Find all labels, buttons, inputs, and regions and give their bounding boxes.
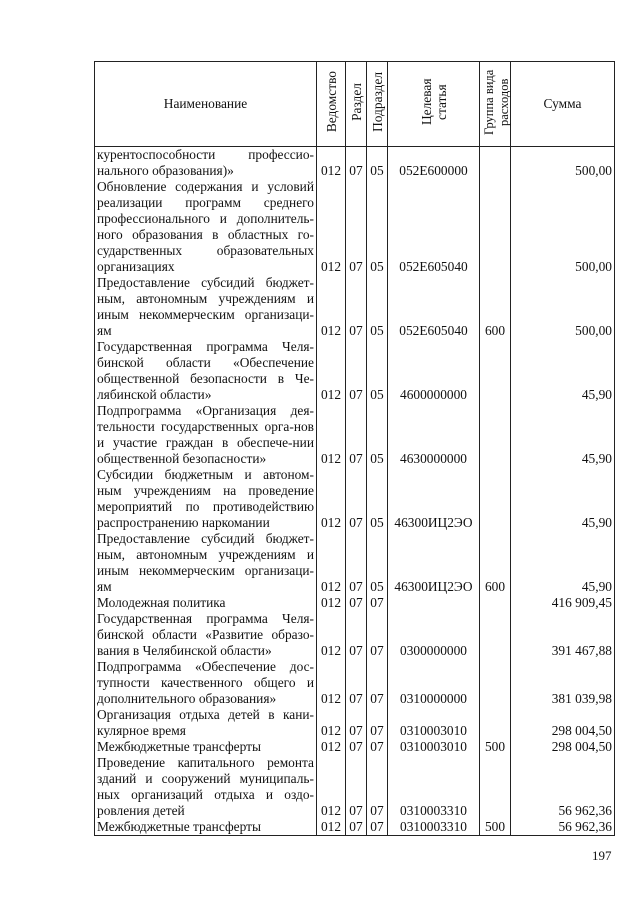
table-row [95, 403, 615, 467]
row-target-article: 0310000000 [388, 659, 480, 707]
row-target-article: 0310003310 [388, 819, 480, 836]
row-amount: 298 004,50 [511, 739, 615, 755]
row-subsection: 05 [367, 531, 388, 595]
row-amount: 56 962,36 [511, 755, 615, 819]
table-row [95, 531, 615, 595]
row-expense-group: 600 [480, 531, 511, 595]
row-name: Молодежная политика [95, 595, 317, 611]
row-department: 012 [317, 611, 346, 659]
row-section: 07 [346, 819, 367, 836]
row-department: 012 [317, 339, 346, 403]
row-section: 07 [346, 147, 367, 180]
table-row [95, 819, 615, 836]
row-subsection: 07 [367, 739, 388, 755]
header-subsection: Подраздел [367, 62, 388, 147]
table-row [95, 467, 615, 531]
row-name: Субсидии бюджетным и автоном-ным учреждениям на проведение мероприятий по противодействию распространению наркомании [95, 467, 317, 531]
row-target-article: 4600000000 [388, 339, 480, 403]
row-department: 012 [317, 403, 346, 467]
row-department: 012 [317, 819, 346, 836]
table-row [95, 659, 615, 707]
row-amount: 45,90 [511, 531, 615, 595]
row-target-article: 0310003010 [388, 707, 480, 739]
row-subsection: 07 [367, 595, 388, 611]
row-target-article: 0310003010 [388, 739, 480, 755]
table-row [95, 147, 615, 180]
row-expense-group [480, 467, 511, 531]
table-row [95, 595, 615, 611]
row-expense-group [480, 755, 511, 819]
row-subsection: 07 [367, 819, 388, 836]
row-name: Предоставление субсидий бюджет-ным, автономным учреждениям и иным некоммерческим организаци-ям [95, 275, 317, 339]
budget-table [94, 61, 615, 836]
row-section: 07 [346, 755, 367, 819]
row-name: Организация отдыха детей в кани-кулярное время [95, 707, 317, 739]
row-target-article: 46300ИЦ2ЭО [388, 531, 480, 595]
row-subsection: 07 [367, 659, 388, 707]
row-department: 012 [317, 739, 346, 755]
header-name: Наименование [95, 62, 317, 147]
table-header-row [95, 62, 615, 147]
row-name: Подпрограмма «Организация дея-тельности государственных орга-нов и участие граждан в обеспече-нии общественной безопасности» [95, 403, 317, 467]
row-expense-group [480, 403, 511, 467]
row-name: Подпрограмма «Обеспечение дос-тупности качественного общего и дополнительного образования» [95, 659, 317, 707]
row-section: 07 [346, 739, 367, 755]
row-expense-group [480, 659, 511, 707]
row-department: 012 [317, 467, 346, 531]
row-amount: 416 909,45 [511, 595, 615, 611]
row-expense-group [480, 707, 511, 739]
row-subsection: 07 [367, 611, 388, 659]
header-section: Раздел [346, 62, 367, 147]
row-section: 07 [346, 707, 367, 739]
row-expense-group: 500 [480, 739, 511, 755]
row-subsection: 05 [367, 275, 388, 339]
row-amount: 500,00 [511, 275, 615, 339]
row-department: 012 [317, 659, 346, 707]
row-amount: 45,90 [511, 339, 615, 403]
header-department: Ведомство [317, 62, 346, 147]
row-subsection: 05 [367, 467, 388, 531]
row-section: 07 [346, 275, 367, 339]
row-target-article [388, 595, 480, 611]
row-section: 07 [346, 339, 367, 403]
row-target-article: 4630000000 [388, 403, 480, 467]
row-amount: 391 467,88 [511, 611, 615, 659]
table-row [95, 611, 615, 659]
table-row [95, 739, 615, 755]
row-target-article: 052Е600000 [388, 147, 480, 180]
row-subsection: 07 [367, 707, 388, 739]
row-department: 012 [317, 275, 346, 339]
row-expense-group [480, 179, 511, 275]
header-amount: Сумма [511, 62, 615, 147]
row-section: 07 [346, 531, 367, 595]
row-target-article: 46300ИЦ2ЭО [388, 467, 480, 531]
row-name: Проведение капитального ремонта зданий и сооружений муниципаль-ных организаций отдыха и оздо-ровления детей [95, 755, 317, 819]
row-name: Обновление содержания и условий реализации программ среднего профессионального и дополнитель-ного образования в областных го-сударственных образовательных организациях [95, 179, 317, 275]
row-amount: 56 962,36 [511, 819, 615, 836]
row-department: 012 [317, 179, 346, 275]
row-subsection: 05 [367, 147, 388, 180]
table-row [95, 339, 615, 403]
page-number: 197 [592, 848, 612, 863]
row-section: 07 [346, 403, 367, 467]
row-department: 012 [317, 147, 346, 180]
table-row [95, 707, 615, 739]
row-expense-group: 500 [480, 819, 511, 836]
row-amount: 500,00 [511, 179, 615, 275]
row-section: 07 [346, 611, 367, 659]
row-name: Государственная программа Челя-бинской области «Развитие образо-вания в Челябинской области» [95, 611, 317, 659]
row-expense-group [480, 147, 511, 180]
row-section: 07 [346, 179, 367, 275]
row-amount: 45,90 [511, 403, 615, 467]
table-row [95, 275, 615, 339]
row-name: Государственная программа Челя-бинской области «Обеспечение общественной безопасности в Че-лябинской области» [95, 339, 317, 403]
row-section: 07 [346, 467, 367, 531]
row-section: 07 [346, 659, 367, 707]
row-department: 012 [317, 707, 346, 739]
row-target-article: 0300000000 [388, 611, 480, 659]
header-expense-group: Группа вида расходов [480, 62, 511, 147]
row-subsection: 07 [367, 755, 388, 819]
row-department: 012 [317, 755, 346, 819]
row-amount: 381 039,98 [511, 659, 615, 707]
table-body [95, 147, 615, 836]
row-department: 012 [317, 531, 346, 595]
row-expense-group [480, 339, 511, 403]
row-amount: 298 004,50 [511, 707, 615, 739]
row-amount: 45,90 [511, 467, 615, 531]
row-subsection: 05 [367, 339, 388, 403]
row-name: Межбюджетные трансферты [95, 819, 317, 836]
row-name: курентоспособности профессио-нального образования)» [95, 147, 317, 180]
row-department: 012 [317, 595, 346, 611]
header-target-article: Целевая статья [388, 62, 480, 147]
row-name: Межбюджетные трансферты [95, 739, 317, 755]
row-target-article: 0310003310 [388, 755, 480, 819]
table-row [95, 755, 615, 819]
row-target-article: 052Е605040 [388, 275, 480, 339]
row-expense-group [480, 611, 511, 659]
table-row [95, 179, 615, 275]
row-expense-group [480, 595, 511, 611]
row-expense-group: 600 [480, 275, 511, 339]
row-name: Предоставление субсидий бюджет-ным, автономным учреждениям и иным некоммерческим организаци-ям [95, 531, 317, 595]
row-section: 07 [346, 595, 367, 611]
row-subsection: 05 [367, 179, 388, 275]
row-subsection: 05 [367, 403, 388, 467]
row-target-article: 052Е605040 [388, 179, 480, 275]
row-amount: 500,00 [511, 147, 615, 180]
